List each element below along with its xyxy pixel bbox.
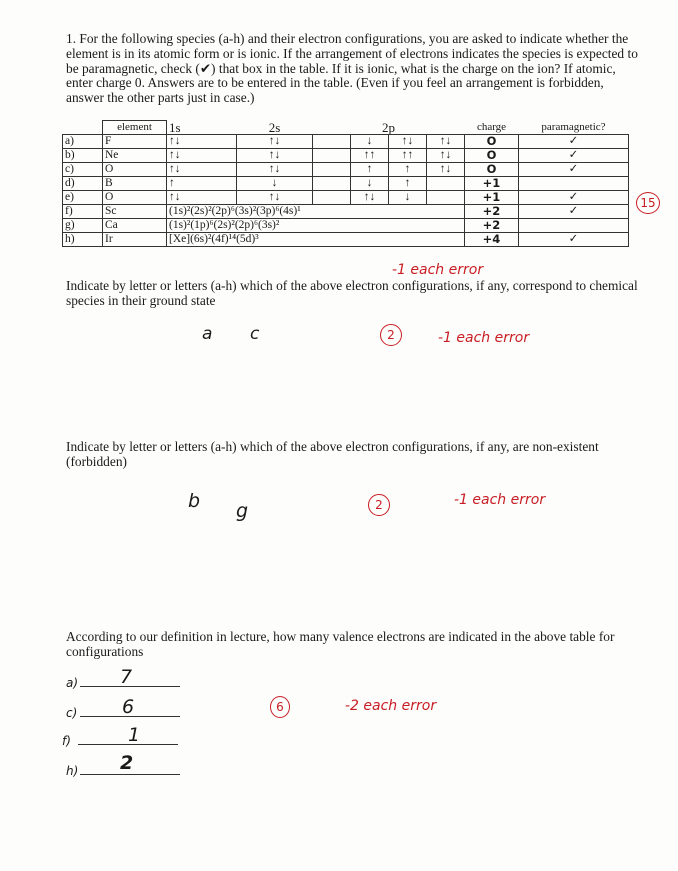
paramagnetic-check: ✓ [519, 163, 629, 177]
orbital-2s: ↑↓ [237, 135, 313, 149]
row-element: B [103, 177, 167, 191]
score-circle-q2: 2 [380, 324, 402, 346]
row-element: F [103, 135, 167, 149]
charge-cell: +2 [465, 205, 519, 219]
row-element: Ca [103, 219, 167, 233]
orbital-2s: ↑↓ [237, 163, 313, 177]
score-circle-q4: 6 [270, 696, 290, 718]
paramagnetic-check [519, 219, 629, 233]
orbital-2p-1: ↑↓ [351, 191, 389, 205]
answer-q2-a: a [202, 324, 213, 344]
table-row [63, 191, 629, 205]
row-element: O [103, 191, 167, 205]
charge-cell: +4 [465, 233, 519, 247]
question-1-text: 1. For the following species (a-h) and their electron configurations, you are asked to indicate whether the element is in its atomic form or is ionic. If the arrangement of electrons indicates the species is expected to be paramagnetic, check (✔) that box in the table. If it is ionic, what is the charge on the ion? If atomic, enter charge 0. Answers are to be entered in the table. (Even if you feel an arrangement is forbidden, answer the other parts just in case.) [66, 31, 638, 106]
question-4-text: According to our definition in lecture, how many valence electrons are indicated in the above table for configurations [66, 629, 615, 659]
electron-configuration-table [62, 120, 629, 247]
orbital-2p-2: ↑↑ [389, 149, 427, 163]
item-label: h) [66, 764, 79, 778]
table-header-row [63, 121, 629, 135]
orbital-2p-3: ↑↓ [427, 135, 465, 149]
orbital-2p-1: ↓ [351, 177, 389, 191]
paramagnetic-check: ✓ [519, 149, 629, 163]
paramagnetic-check [519, 177, 629, 191]
deduction-note-q4: -2 each error [345, 698, 437, 714]
orbital-2p-1: ↑↑ [351, 149, 389, 163]
orbital-1s: ↑↓ [167, 149, 237, 163]
deduction-note-q1: -1 each error [392, 262, 484, 278]
charge-cell: O [465, 163, 519, 177]
orbital-2p-2: ↑↓ [389, 135, 427, 149]
table-row [63, 219, 629, 233]
charge-cell: O [465, 135, 519, 149]
orbital-1s: ↑↓ [167, 191, 237, 205]
header-1s: 1s [169, 120, 181, 135]
orbital-1s: ↑ [167, 177, 237, 191]
orbital-2p-3: ↑↓ [427, 163, 465, 177]
score-circle-q1: 15 [636, 192, 660, 214]
configuration-text: [Xe](6s)²(4f)¹⁴(5d)³ [167, 233, 465, 247]
paramagnetic-check: ✓ [519, 135, 629, 149]
question-2-text: Indicate by letter or letters (a-h) which of the above electron configurations, if any, correspond to chemical species in their ground state [66, 278, 638, 308]
answer-q3-g: g [236, 500, 249, 522]
orbital-2s: ↑↓ [237, 149, 313, 163]
header-2p: 2p [382, 120, 395, 135]
table-row [63, 149, 629, 163]
header-paramagnetic: paramagnetic? [541, 120, 606, 133]
row-letter: a) [63, 135, 103, 149]
row-element: O [103, 163, 167, 177]
item-label: a) [66, 676, 79, 690]
row-letter: e) [63, 191, 103, 205]
charge-cell: +1 [465, 177, 519, 191]
row-letter: f) [63, 205, 103, 219]
table-row [63, 177, 629, 191]
answer-q2-c: c [250, 324, 260, 344]
orbital-2p-2: ↑ [389, 163, 427, 177]
charge-cell: O [465, 149, 519, 163]
deduction-note-q2: -1 each error [438, 330, 530, 346]
row-letter: h) [63, 233, 103, 247]
orbital-2p-1: ↑ [351, 163, 389, 177]
orbital-1s: ↑↓ [167, 135, 237, 149]
orbital-2s: ↓ [237, 177, 313, 191]
item-label: c) [66, 706, 78, 720]
orbital-2p-3 [427, 191, 465, 205]
orbital-2p-1: ↓ [351, 135, 389, 149]
orbital-2p-3: ↑↓ [427, 149, 465, 163]
row-element: Sc [103, 205, 167, 219]
score-circle-q3: 2 [368, 494, 390, 516]
paramagnetic-check: ✓ [519, 205, 629, 219]
header-element: element [103, 121, 167, 135]
row-element: Ir [103, 233, 167, 247]
orbital-1s: ↑↓ [167, 163, 237, 177]
deduction-note-q3: -1 each error [454, 492, 546, 508]
orbital-2p-2: ↑ [389, 177, 427, 191]
charge-cell: +2 [465, 219, 519, 233]
table-row [63, 135, 629, 149]
row-letter: g) [63, 219, 103, 233]
question-3-text: Indicate by letter or letters (a-h) which of the above electron configurations, if any, are non-existent (forbidden) [66, 439, 599, 469]
table-row [63, 163, 629, 177]
charge-cell: +1 [465, 191, 519, 205]
answer-q3-b: b [188, 490, 201, 512]
paramagnetic-check: ✓ [519, 233, 629, 247]
row-element: Ne [103, 149, 167, 163]
configuration-text: (1s)²(1p)⁶(2s)²(2p)⁶(3s)² [167, 219, 465, 233]
table-row [63, 233, 629, 247]
answer-line [80, 774, 180, 775]
paramagnetic-check: ✓ [519, 191, 629, 205]
configuration-text: (1s)²(2s)²(2p)⁶(3s)²(3p)⁶(4s)¹ [167, 205, 465, 219]
orbital-2p-2: ↓ [389, 191, 427, 205]
row-letter: b) [63, 149, 103, 163]
header-charge: charge [476, 120, 507, 133]
answer-value: 2 [120, 752, 134, 774]
answer-value: 7 [120, 666, 133, 688]
orbital-2p-3 [427, 177, 465, 191]
item-label: f) [62, 734, 71, 748]
row-letter: c) [63, 163, 103, 177]
header-2s: 2s [268, 120, 281, 135]
table-row [63, 205, 629, 219]
row-letter: d) [63, 177, 103, 191]
answer-value: 1 [128, 724, 141, 746]
orbital-2s: ↑↓ [237, 191, 313, 205]
answer-value: 6 [122, 696, 135, 718]
